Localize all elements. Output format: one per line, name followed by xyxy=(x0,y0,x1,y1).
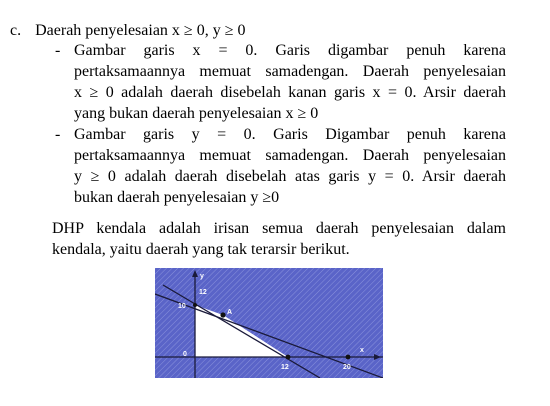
bullet-2-line-2: pertaksamaannya memuat samadengan. Daerah penyelesaian xyxy=(74,147,506,164)
bullet-1-line-1: Gambar garis x = 0. Garis digambar penuh karena xyxy=(74,42,506,59)
y-axis-label: y xyxy=(200,273,204,280)
section-marker: c. xyxy=(10,22,22,39)
shaded-background xyxy=(155,268,383,378)
dhp-line-2: kendala, yaitu daerah yang tak terarsir berikut. xyxy=(52,241,350,258)
bullet-2-dash: - xyxy=(55,126,61,143)
bullet-1-line-3: x ≥ 0 adalah daerah disebelah kanan garis x = 0. Arsir daerah xyxy=(74,84,506,101)
point-12-0 xyxy=(286,355,291,360)
point-0-10 xyxy=(193,303,197,307)
bullet-1-line-4: yang bukan daerah penyelesaian x ≥ 0 xyxy=(74,105,319,122)
point-a xyxy=(220,312,225,317)
x-tick-20: 20 xyxy=(343,364,351,371)
feasible-region-graph xyxy=(155,268,383,378)
section-heading xyxy=(10,21,245,41)
bullet-2-line-4: bukan daerah penyelesaian y ≥0 xyxy=(74,189,280,206)
y-tick-10: 10 xyxy=(178,303,186,310)
bullet-1-line-2: pertaksamaannya memuat samadengan. Daerah penyelesaian xyxy=(74,63,506,80)
bullet-2-line-1: Gambar garis y = 0. Garis Digambar penuh karena xyxy=(74,126,506,143)
point-20-0 xyxy=(346,355,351,360)
bullet-1-dash: - xyxy=(55,42,61,59)
origin-label: 0 xyxy=(183,351,187,358)
bullet-2-line-3: y ≥ 0 adalah daerah disebelah atas garis y = 0. Arsir daerah xyxy=(74,168,506,185)
dhp-line-1: DHP kendala adalah irisan semua daerah penyelesaian dalam xyxy=(52,220,506,237)
y-tick-12: 12 xyxy=(199,289,207,296)
section-heading-text: Daerah penyelesaian x ≥ 0, y ≥ 0 xyxy=(35,22,246,39)
point-a-label: A xyxy=(227,309,233,316)
x-axis-label: x xyxy=(360,347,364,354)
x-tick-12: 12 xyxy=(281,364,289,371)
